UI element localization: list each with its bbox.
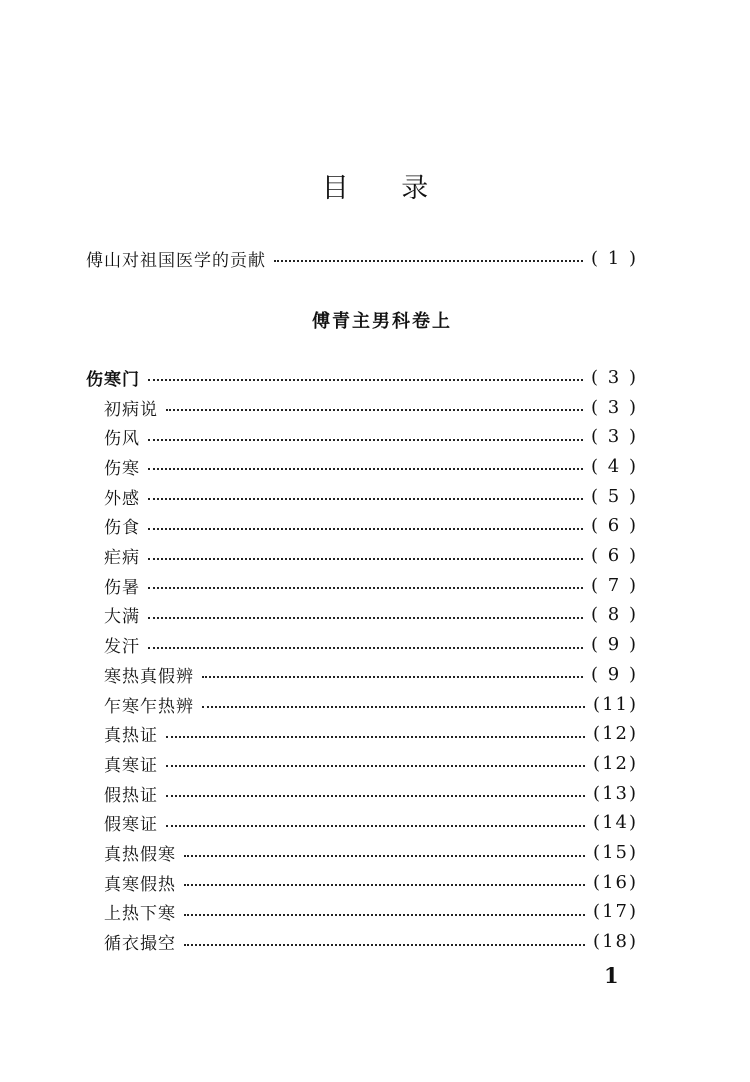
toc-entry-label: 伤食 (104, 518, 140, 539)
dot-leader (166, 765, 585, 767)
dot-leader (184, 944, 585, 946)
toc-entry-page: ( 3 ) (591, 366, 638, 388)
toc-entry-page: (15) (593, 842, 638, 863)
toc-entry-page: ( 9 ) (591, 634, 638, 656)
dot-leader (166, 409, 583, 411)
toc-entry-label: 真热证 (104, 726, 158, 747)
toc-entry-page: (18) (593, 931, 638, 953)
toc-entry-label: 傅山对祖国医学的贡献 (86, 250, 266, 271)
toc-entry[interactable] (104, 810, 638, 836)
toc-entry-page: (16) (593, 871, 638, 893)
toc-entry-label: 上热下寒 (104, 904, 176, 925)
dot-leader (148, 647, 583, 649)
toc-entry-page: ( 5 ) (591, 485, 638, 507)
page-number: 1 (604, 963, 619, 988)
toc-entry-label: 寒热真假辨 (104, 666, 194, 687)
toc-entry-label: 伤风 (104, 429, 140, 450)
dot-leader (274, 260, 583, 262)
toc-entry[interactable] (104, 750, 638, 776)
dot-leader (148, 379, 583, 381)
toc-entry-label: 伤暑 (104, 577, 140, 598)
toc-entry-page: ( 7 ) (591, 574, 638, 596)
toc-entry[interactable] (104, 691, 638, 717)
toc-entry-preface[interactable] (86, 245, 638, 271)
toc-entry-page: (13) (593, 782, 638, 804)
dot-leader (166, 825, 585, 827)
toc-entry-label: 乍寒乍热辨 (104, 696, 194, 717)
toc-entry-page: (17) (593, 901, 638, 923)
toc-entry[interactable] (104, 483, 638, 509)
toc-entry-label: 大满 (104, 607, 140, 628)
toc-entry-category[interactable] (86, 364, 638, 390)
page-title: 目 录 (321, 173, 451, 204)
toc-entry-label: 假寒证 (104, 815, 158, 836)
toc-entry-label: 真寒证 (104, 755, 158, 776)
dot-leader (184, 884, 585, 886)
toc-entry[interactable] (104, 424, 638, 450)
toc-entry-label: 假热证 (104, 785, 158, 806)
toc-entry[interactable] (104, 929, 638, 955)
toc-entry[interactable] (104, 513, 638, 539)
dot-leader (148, 528, 583, 530)
toc-entry[interactable] (104, 394, 638, 420)
dot-leader (166, 795, 585, 797)
section-title: 傅青主男科卷上 (312, 311, 452, 332)
toc-entry[interactable] (104, 840, 638, 866)
toc-entry-page: ( 3 ) (591, 426, 638, 448)
toc-entry-page: ( 8 ) (591, 604, 638, 626)
toc-entry-page: (12) (593, 752, 638, 774)
dot-leader (202, 676, 583, 678)
toc-entry-label: 伤寒门 (86, 369, 140, 390)
dot-leader (148, 498, 583, 500)
toc-entry[interactable] (104, 632, 638, 658)
toc-entry-label: 初病说 (104, 399, 158, 420)
toc-entry-page: (12) (593, 723, 638, 745)
dot-leader (184, 855, 585, 857)
toc-entry-page: ( 9 ) (591, 663, 638, 685)
toc-entry-page: ( 6 ) (591, 545, 638, 566)
toc-entry-label: 伤寒 (104, 458, 140, 479)
toc-entry-label: 真热假寒 (104, 845, 176, 865)
toc-entry[interactable] (104, 572, 638, 598)
toc-entry[interactable] (104, 869, 638, 895)
toc-entry[interactable] (104, 602, 638, 628)
toc-entry-label: 真寒假热 (104, 874, 176, 895)
toc-entry-page: ( 3 ) (591, 396, 638, 418)
toc-entry[interactable] (104, 721, 638, 747)
dot-leader (148, 587, 583, 589)
dot-leader (148, 558, 583, 560)
toc-entry-page: (14) (593, 812, 638, 834)
dot-leader (148, 617, 583, 619)
toc-entry-label: 发汗 (104, 637, 140, 658)
toc-entry[interactable] (104, 543, 638, 569)
toc-entry-label: 外感 (104, 488, 140, 509)
toc-entry-page: ( 4 ) (591, 455, 638, 477)
toc-entry-page: ( 6 ) (591, 515, 638, 537)
dot-leader (148, 468, 583, 470)
toc-entry[interactable] (104, 780, 638, 806)
toc-entry-label: 疟病 (104, 548, 140, 568)
dot-leader (166, 736, 585, 738)
dot-leader (184, 914, 585, 916)
toc-entry-page: (11) (593, 693, 638, 715)
toc-entry[interactable] (104, 899, 638, 925)
toc-entry[interactable] (104, 661, 638, 687)
toc-entry[interactable] (104, 453, 638, 479)
toc-entry-label: 循衣撮空 (104, 934, 176, 955)
dot-leader (202, 706, 585, 708)
toc-entry-page: ( 1 ) (591, 247, 638, 269)
dot-leader (148, 439, 583, 441)
